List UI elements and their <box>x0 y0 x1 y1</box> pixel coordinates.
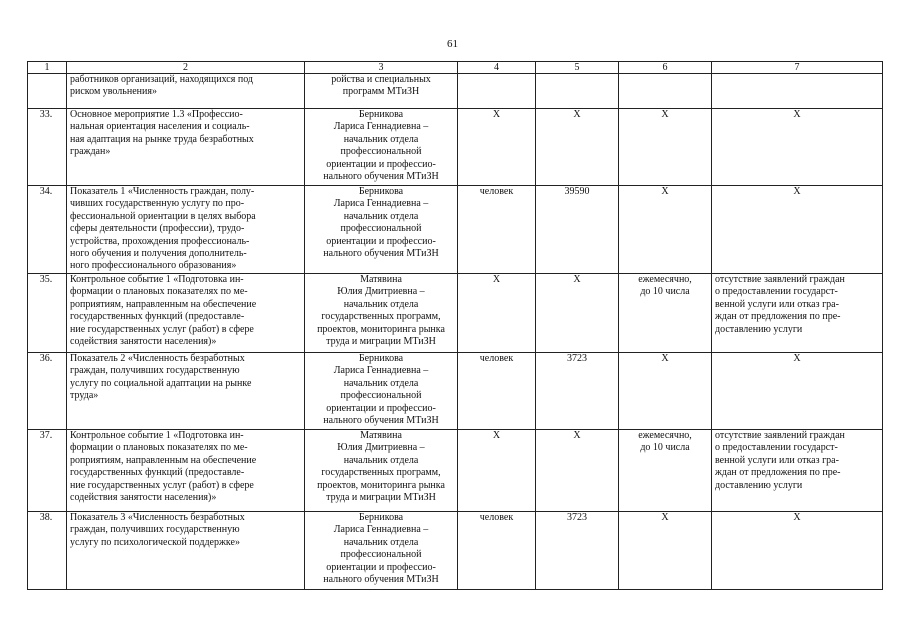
row-name: Контрольное событие 1 «Подготовка ин- формации о плановых показателях по ме- роприятиям, направленным на обеспечение государственных функций (предоставле- ние государственных услуг (работ) в сфере содействия занятости населения)» <box>67 274 305 353</box>
plan-table <box>27 61 883 590</box>
row-value: X <box>536 109 619 186</box>
row-number: 35. <box>28 274 67 353</box>
column-header: 2 <box>67 62 305 74</box>
row-unit: человек <box>458 512 536 590</box>
row-term: ежемесячно, до 10 числа <box>619 430 712 512</box>
row-responsible: Матявина Юлия Дмитриевна – начальник отдела государственных программ, проектов, мониторинга рынка труда и миграции МТиЗН <box>305 430 458 512</box>
row-value: 3723 <box>536 512 619 590</box>
row-responsible: Берникова Лариса Геннадиевна – начальник отдела профессиональной ориентации и профессио- нального обучения МТиЗН <box>305 512 458 590</box>
column-header: 1 <box>28 62 67 74</box>
row-note: X <box>712 512 883 590</box>
row-term: X <box>619 512 712 590</box>
row-value: 3723 <box>536 353 619 430</box>
row-unit: X <box>458 109 536 186</box>
table-row <box>28 74 883 109</box>
row-unit: человек <box>458 186 536 274</box>
row-responsible: Матявина Юлия Дмитриевна – начальник отдела государственных программ, проектов, мониторинга рынка труда и миграции МТиЗН <box>305 274 458 353</box>
row-number: 33. <box>28 109 67 186</box>
row-term: X <box>619 353 712 430</box>
column-header: 6 <box>619 62 712 74</box>
row-number: 38. <box>28 512 67 590</box>
row-name: Основное мероприятие 1.3 «Профессио- нальная ориентация населения и социаль- ная адаптация на рынке труда безработных граждан» <box>67 109 305 186</box>
row-note: отсутствие заявлений граждан о предоставлении государст- венной услуги или отказ гра- ждан от предложения по пре- доставлению услуги <box>712 430 883 512</box>
row-responsible: Берникова Лариса Геннадиевна – начальник отдела профессиональной ориентации и профессио- нального обучения МТиЗН <box>305 186 458 274</box>
row-term: X <box>619 186 712 274</box>
column-header: 3 <box>305 62 458 74</box>
row-name: Показатель 3 «Численность безработных граждан, получивших государственную услугу по психологической поддержке» <box>67 512 305 590</box>
row-value: X <box>536 430 619 512</box>
table-row <box>28 430 883 512</box>
row-value <box>536 74 619 109</box>
table-row <box>28 353 883 430</box>
column-numbers-row <box>28 62 883 74</box>
row-unit: человек <box>458 353 536 430</box>
table-row <box>28 109 883 186</box>
column-header: 4 <box>458 62 536 74</box>
row-responsible: ройства и специальных программ МТиЗН <box>305 74 458 109</box>
row-term <box>619 74 712 109</box>
row-note: X <box>712 353 883 430</box>
row-name: работников организаций, находящихся под риском увольнения» <box>67 74 305 109</box>
table-row <box>28 186 883 274</box>
row-number: 37. <box>28 430 67 512</box>
row-term: ежемесячно, до 10 числа <box>619 274 712 353</box>
row-unit: X <box>458 274 536 353</box>
row-note: X <box>712 109 883 186</box>
row-number: 36. <box>28 353 67 430</box>
row-note <box>712 74 883 109</box>
page-number: 61 <box>447 38 458 50</box>
table-row <box>28 274 883 353</box>
column-header: 5 <box>536 62 619 74</box>
row-number: 34. <box>28 186 67 274</box>
row-unit <box>458 74 536 109</box>
row-value: X <box>536 274 619 353</box>
row-responsible: Берникова Лариса Геннадиевна – начальник отдела профессиональной ориентации и профессио- нального обучения МТиЗН <box>305 109 458 186</box>
row-unit: X <box>458 430 536 512</box>
row-term: X <box>619 109 712 186</box>
row-note: X <box>712 186 883 274</box>
row-name: Контрольное событие 1 «Подготовка ин- формации о плановых показателях по ме- роприятиям, направленным на обеспечение государственных функций (предоставле- ние государственных услуг (работ) в сфере содействия занятости населения)» <box>67 430 305 512</box>
row-value: 39590 <box>536 186 619 274</box>
row-note: отсутствие заявлений граждан о предоставлении государст- венной услуги или отказ гра- ждан от предложения по пре- доставлению услуги <box>712 274 883 353</box>
row-responsible: Берникова Лариса Геннадиевна – начальник отдела профессиональной ориентации и профессио- нального обучения МТиЗН <box>305 353 458 430</box>
row-number <box>28 74 67 109</box>
row-name: Показатель 1 «Численность граждан, полу- чивших государственную услугу по про- фессиональной ориентации в целях выбора сферы деятельности (профессии), трудо- устройства, прохождения профессиональ- ного обучения и получения дополнитель- ного профессионального образования» <box>67 186 305 274</box>
table-row <box>28 512 883 590</box>
row-name: Показатель 2 «Численность безработных граждан, получивших государственную услугу по социальной адаптации на рынке труда» <box>67 353 305 430</box>
column-header: 7 <box>712 62 883 74</box>
